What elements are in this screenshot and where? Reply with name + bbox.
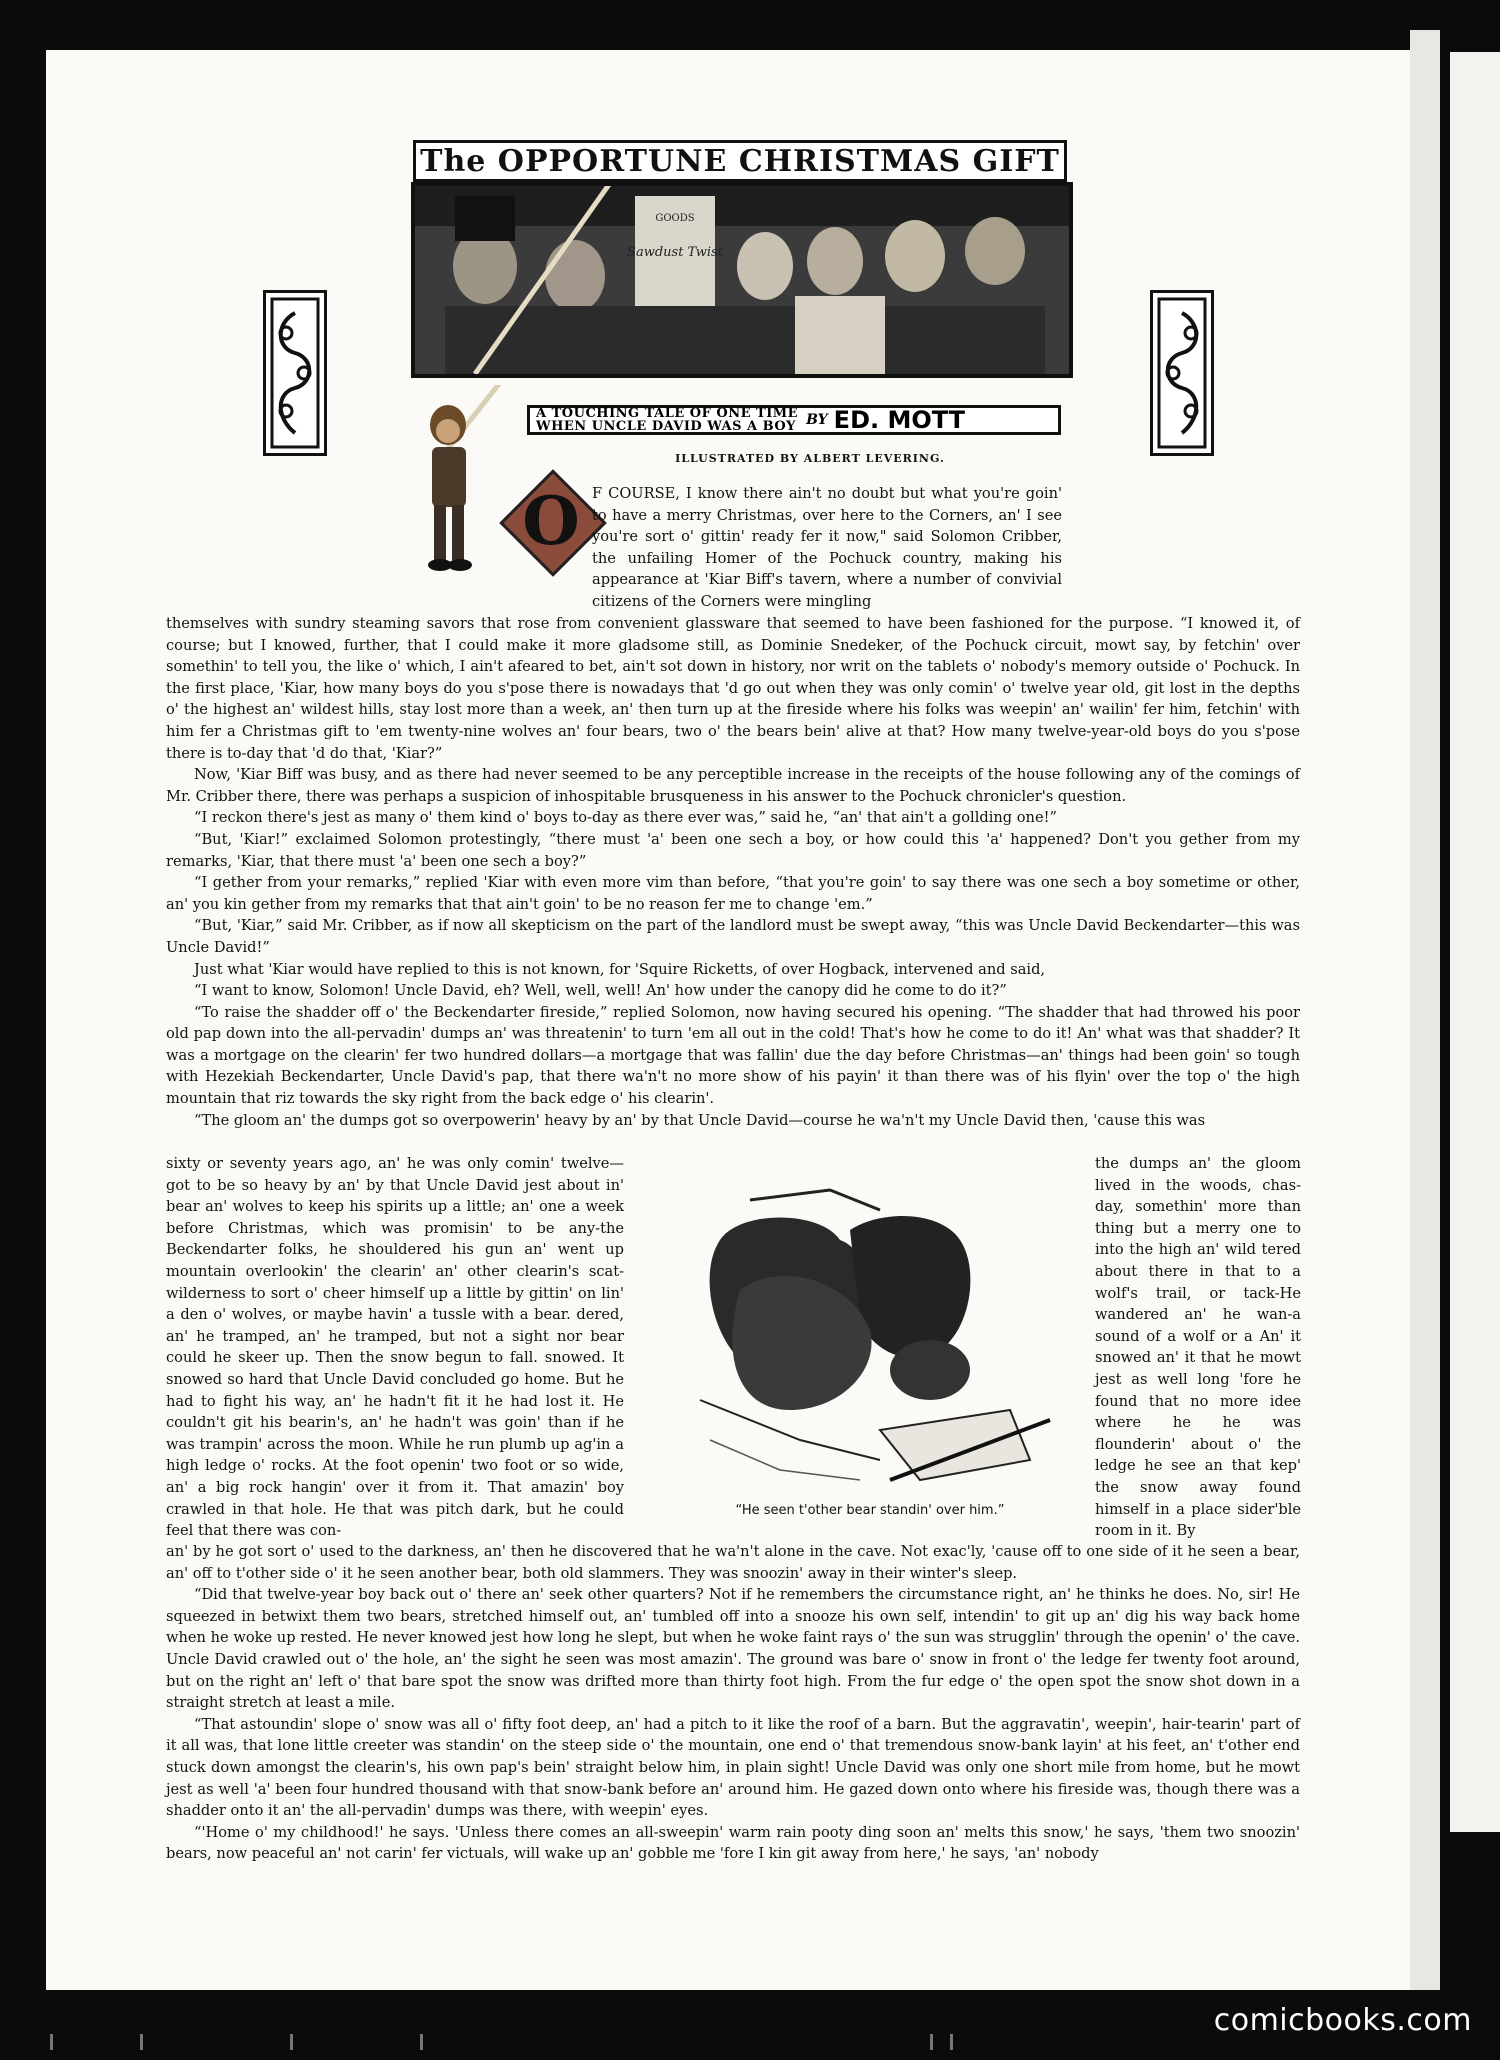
illustration-caption: “He seen t'other bear standin' over him.” (735, 1503, 1005, 1518)
story-right-column (1095, 1153, 1301, 1542)
boy-with-gun-illustration (408, 385, 508, 585)
next-page-strip (1450, 52, 1500, 1832)
story-body-bottom (166, 1541, 1300, 1865)
paragraph: “I gether from your remarks,” replied 'Kiar with even more vim than before, “that you're goin' to say there was one sech a boy sometime or other, an' you kin gether from my remarks that that ain't goin' to be no reason fer me to change 'em.” (166, 874, 1300, 913)
paragraph: “Did that twelve-year boy back out o' there an' seek other quarters? Not if he remembers the circumstance right, an' he thinks he does. No, sir! He squeezed in betwixt them two bears, stretched himself out, an' tumbled off into a snooze his own self, intendin' to git up an' dig his way back home when he woke up rested. He never knowed jest how long he slept, but when he woke faint rays o' the sun was strugglin' through the openin' o' the cave. Uncle David crawled out o' the hole, an' the sight he seen was most amazin'. The ground was bare o' snow in front o' the ledge fer twenty foot around, but on the right an' left o' that bare spot the snow was drifted more than thirty foot high. From the fur edge o' the open spot the snow shot down in a straight stretch at least a mile. (166, 1586, 1300, 1712)
sign-small-text: GOODS (655, 213, 695, 224)
paragraph: an' by he got sort o' used to the darkness, an' then he discovered that he wa'n't alone in the cave. Not exac'ly, 'cause off to one side of it he seen a bear, an' off to t'other side o' it he seen another bear, both old slammers. They was snoozin' away in their winter's sleep. (166, 1543, 1300, 1582)
right-ornament (1150, 290, 1214, 456)
scan-mark (290, 2034, 293, 2050)
story-body-top (166, 613, 1300, 1131)
subtitle-line-1: A TOUCHING TALE OF ONE TIME (536, 406, 799, 421)
drop-cap-letter: O (522, 482, 580, 560)
scan-mark (950, 2034, 953, 2050)
left-ornament (263, 290, 327, 456)
scan-mark (930, 2034, 933, 2050)
paragraph: “But, 'Kiar,” said Mr. Cribber, as if now all skepticism on the part of the landlord must be swept away, “this was Uncle David Beckendarter—this was Uncle David!” (166, 917, 1300, 956)
paragraph: “I want to know, Solomon! Uncle David, eh? Well, well, well! An' how under the canopy did he come to do it?” (194, 982, 1007, 1000)
byline-by: BY (806, 412, 828, 428)
page-edge (1410, 30, 1440, 1990)
paragraph: “I reckon there's jest as many o' them kind o' boys to-day as there ever was,” said he, “an' that ain't a gollding one!” (194, 809, 1057, 827)
story-title: The OPPORTUNE CHRISTMAS GIFT (420, 143, 1060, 179)
bears-illustration (680, 1180, 1080, 1510)
story-title-banner (413, 140, 1067, 182)
paragraph: “That astoundin' slope o' snow was all o' fifty foot deep, an' had a pitch to it like the roof of a barn. But the aggravatin', weepin', hair-tearin' part of it all was, that lone little creeter was standin' on the steep side o' the mountain, one end o' that tremendous snow-bank layin' at his feet, an' t'other end stuck down amongst the clearin's, his own pap's bein' straight below him, in plain sight! Uncle David was only one short mile from home, but he mowt jest as well 'a' been four hundred thousand with that snow-bank before an' around him. He gazed down onto where his fireside was, though there was a shadder onto it an' the all-pervadin' dumps was there, with weepin' eyes. (166, 1715, 1300, 1820)
paragraph: themselves with sundry steaming savors that rose from convenient glassware that seemed to have been fashioned for the purpose. “I knowed it, of course; but I knowed, further, that I could make it more gladsome still, as Dominie Snedeker, of the Pochuck circuit, mowt say, by fetchin' over somethin' to tell you, the like o' which, I ain't afeared to bet, ain't sot down in history, nor writ on the tablets o' nobody's memory outside o' Pochuck. In the first place, 'Kiar, how many boys do you s'pose there is nowadays that 'd go out when they was only comin' o' twelve year old, git lost in the depths o' the highest an' wildest hills, stay lost more than a week, an' then turn up at the fireside where his folks was weepin' an' wailin' fer him, fetchin' with him fer a Christmas gift to 'em twenty-nine wolves an' four bears, two o' the bears bein' alive at that? How many twelve-year-old boys do you s'pose there is to-day that 'd do that, 'Kiar?” (166, 615, 1300, 762)
story-left-column (166, 1153, 624, 1542)
paragraph: “To raise the shadder off o' the Beckendarter fireside,” replied Solomon, now having secured his opening. “The shadder that had throwed his poor old pap down into the all-pervadin' dumps an' was threatenin' to turn 'em all out in the cold! That's how he come to do it! An' what was that shadder? It was a mortgage on the clearin' fer two hundred dollars—a mortgage that was fallin' due the day before Christmas—an' things had been goin' so tough with Hezekiah Beckendarter, Uncle David's pap, that there wa'n't no more show of his payin' it than there was of his flyin' over the top o' the high mountain that riz towards the sky right from the back edge o' his clearin'. (166, 1003, 1300, 1108)
paragraph: Just what 'Kiar would have replied to this is not known, for 'Squire Ricketts, of over Hogback, intervened and said, (194, 960, 1046, 978)
subtitle-banner (527, 405, 1061, 435)
scan-mark (420, 2034, 423, 2050)
subtitle (536, 407, 798, 433)
subtitle-line-2: WHEN UNCLE DAVID WAS A BOY (536, 419, 796, 434)
scan-mark (50, 2034, 53, 2050)
site-watermark: comicbooks.com (1213, 2003, 1472, 2038)
intro-text: F COURSE, I know there ain't no doubt but what you're goin' to have a merry Christmas, over here to the Corners, an' I see you're sort o' gittin' ready fer it now," said Solomon Cribber, the unfailing Homer of the Pochuck country, making his appearance at 'Kiar Biff's tavern, where a number of convivial citizens of the Corners were mingling (592, 485, 1062, 610)
paragraph: “The gloom an' the dumps got so overpowerin' heavy by an' by that Uncle David—course he wa'n't my Uncle David then, 'cause this was (194, 1111, 1206, 1129)
scan-mark (140, 2034, 143, 2050)
illustrator-credit: ILLUSTRATED BY ALBERT LEVERING. (675, 452, 945, 465)
paragraph: Now, 'Kiar Biff was busy, and as there had never seemed to be any perceptible increase in the receipts of the house following any of the comings of Mr. Cribber there, there was perhaps a suspicion of inhospitable brusqueness in his answer to the Pochuck chronicler's question. (166, 766, 1300, 805)
left-column-text: sixty or seventy years ago, an' he was only comin' twelve—got to be so heavy by an' by that Uncle David jest about in' bear an' wolves to keep his spirits up a little; an' one a week before Christmas, which was promisin' to be any-the Beckendarter folks, he shouldered his gun an' went up mountain overlookin' the clearin' an' other clearin's scat-wilderness to sort o' cheer himself up a little by gittin' on lin' a den o' wolves, or maybe havin' a tussle with a bear. dered, an' he tramped, an' he tramped, but not a sight nor bear could he skeer up. Then the snow begun to fall. snowed. It snowed so hard that Uncle David concluded go home. But he had to fight his way, an' he hadn't fit it he had lost it. He couldn't git his bearin's, an' he hadn't was goin' than if he was trampin' across the moon. While he run plumb up ag'in a high ledge o' rocks. At the foot openin' two foot or so wide, an' a big rock hangin' over it from it. That amazin' boy crawled in that hole. He that was pitch dark, but he could feel that there was con- (166, 1155, 624, 1540)
byline-author: ED. MOTT (833, 406, 966, 434)
intro-paragraph (592, 483, 1062, 613)
sign-text: Sawdust Twist (627, 245, 723, 260)
right-column-text: the dumps an' the gloom lived in the woods, chas-day, somethin' more than thing but a merry one to into the high an' wild tered about there in that to a wolf's trail, or tack-He wandered an' he wan-a sound of a wolf or a An' it snowed an' it that he mowt jest as well long 'fore he found that no more idee where he he was flounderin' about o' the ledge he see an that kep' the snow away found himself in a place sider'ble room in it. By (1095, 1155, 1301, 1540)
header-illustration (411, 182, 1073, 378)
paragraph: “But, 'Kiar!” exclaimed Solomon protestingly, “there must 'a' been one sech a boy, or how could this 'a' happened? Don't you gether from my remarks, 'Kiar, that there must 'a' been one sech a boy?” (166, 830, 1300, 870)
paragraph: “'Home o' my childhood!' he says. 'Unless there comes an all-sweepin' warm rain pooty ding soon an' melts this snow,' he says, 'them two snoozin' bears, now peaceful an' not carin' fer victuals, will wake up an' gobble me 'fore I kin git away from here,' he says, 'an' nobody (166, 1823, 1300, 1863)
